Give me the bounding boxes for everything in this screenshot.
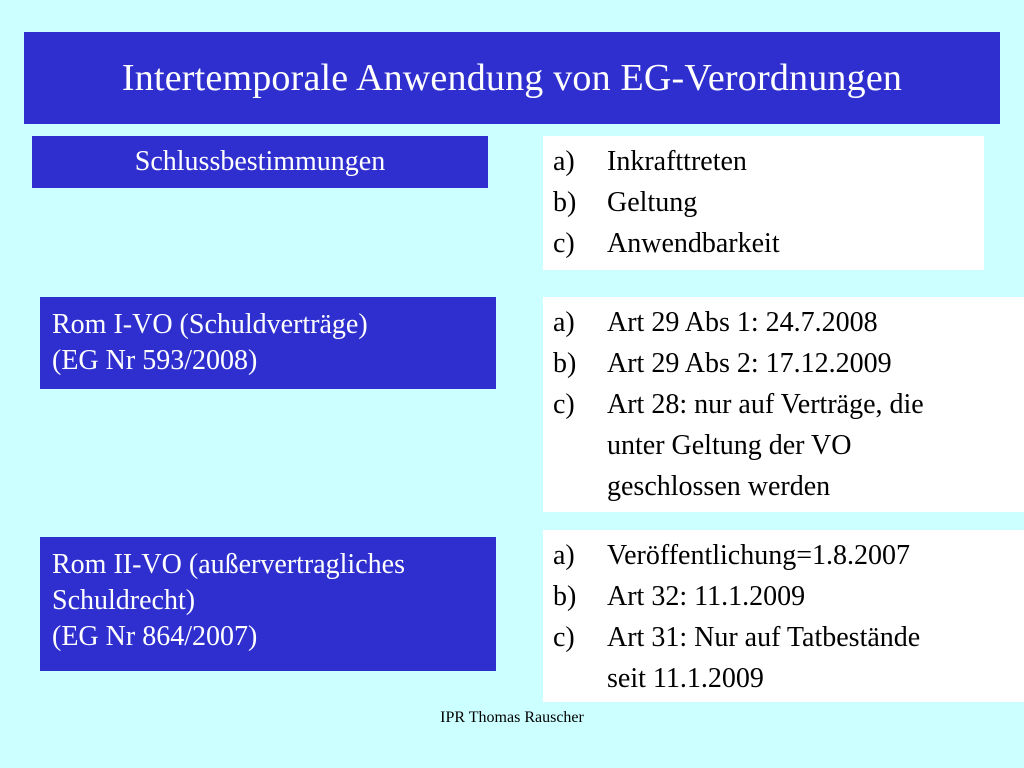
list-item (553, 384, 1024, 507)
item-marker: a) (553, 146, 575, 177)
rom-ii-vo-list (543, 530, 1024, 702)
rom-i-vo-list (543, 297, 1024, 512)
footer-credit: IPR Thomas Rauscher (440, 709, 584, 726)
box-label-line: Rom II-VO (außervertragliches (52, 549, 405, 580)
schlussbestimmungen-box (32, 136, 488, 188)
box-label-line: (EG Nr 593/2008) (52, 345, 258, 376)
box-label-line: Schuldrecht) (52, 585, 196, 616)
rom-ii-vo-box (40, 537, 496, 671)
list-item (553, 141, 984, 182)
rom-i-vo-box (40, 297, 496, 389)
box-label: Schlussbestimmungen (134, 146, 386, 177)
list-item (553, 576, 1024, 617)
item-marker: b) (553, 581, 577, 612)
title-bar (24, 32, 1000, 124)
item-text: Veröffentlichung=1.8.2007 (607, 540, 910, 571)
schlussbestimmungen-list (543, 136, 984, 270)
item-marker: a) (553, 540, 575, 571)
item-text-line: Art 28: nur auf Verträge, die (607, 389, 924, 420)
item-marker: c) (553, 228, 575, 259)
item-text-line: unter Geltung der VO (607, 430, 852, 461)
item-text: Anwendbarkeit (607, 228, 780, 259)
list-item (553, 223, 984, 264)
item-marker: a) (553, 307, 575, 338)
list-item (553, 182, 984, 223)
item-marker: b) (553, 348, 577, 379)
item-text: Art 29 Abs 2: 17.12.2009 (607, 348, 892, 379)
item-text (607, 617, 1024, 699)
list-item (553, 343, 1024, 384)
item-marker: c) (553, 389, 575, 420)
item-text: Art 32: 11.1.2009 (607, 581, 806, 612)
list-item (553, 617, 1024, 699)
item-text-line: geschlossen werden (607, 471, 831, 502)
item-text: Inkrafttreten (607, 146, 747, 177)
item-marker: b) (553, 187, 577, 218)
item-text: Art 29 Abs 1: 24.7.2008 (607, 307, 878, 338)
box-label-line: Rom I-VO (Schuldverträge) (52, 309, 368, 340)
item-marker: c) (553, 622, 575, 653)
list-item (553, 302, 1024, 343)
item-text (607, 384, 1024, 507)
item-text-line: Art 31: Nur auf Tatbestände (607, 622, 921, 653)
slide-title: Intertemporale Anwendung von EG-Verordnungen (121, 57, 903, 99)
item-text: Geltung (607, 187, 698, 218)
list-item (553, 535, 1024, 576)
item-text-line: seit 11.1.2009 (607, 663, 764, 694)
box-label-line: (EG Nr 864/2007) (52, 621, 258, 652)
